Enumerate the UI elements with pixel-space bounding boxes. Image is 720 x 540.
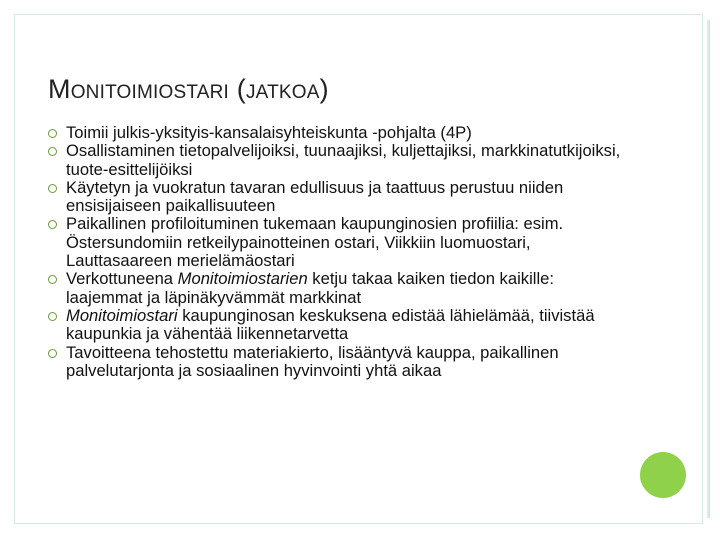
slide-frame-right-edge	[707, 20, 710, 518]
list-item-text-before: Verkottuneena	[66, 269, 178, 289]
list-item	[46, 124, 631, 142]
circle-bullet-icon	[48, 129, 57, 138]
title-subtitle: JATKOA	[245, 82, 320, 103]
list-item-text: Toimii julkis-yksityis-kansalaisyhteiskunta -pohjalta (4P)	[66, 123, 472, 142]
bullet-list	[46, 124, 631, 380]
list-item-text-italic: Monitoimiostari	[66, 305, 178, 325]
list-item-text: Osallistaminen tietopalvelijoiksi, tuunaajiksi, kuljettajiksi, markkinatutkijoiksi, tuote-esittelijöiksi	[66, 141, 621, 179]
slide-title	[48, 74, 329, 105]
circle-bullet-icon	[48, 312, 57, 321]
list-item-text-after: kaupunginosan keskuksena edistää lähielämää, tiivistää kaupunkia ja vähentää liikennetarvetta	[66, 305, 595, 344]
circle-bullet-icon	[48, 220, 57, 229]
circle-bullet-icon	[48, 147, 57, 156]
title-paren-open: (	[229, 74, 246, 104]
list-item	[46, 344, 631, 381]
list-item	[46, 307, 631, 344]
list-item	[46, 142, 631, 179]
title-initial: M	[48, 74, 71, 104]
decorative-green-circle-icon	[640, 452, 686, 498]
list-item-text: Paikallinen profiloituminen tukemaan kaupunginosien profiilia: esim. Östersundomiin retkeilypainotteinen ostari, Viikkiin luomuostari, Lauttasaareen merielämäostari	[66, 214, 564, 271]
title-rest: ONITOIMIOSTARI	[70, 82, 230, 103]
title-paren-close: )	[319, 74, 329, 104]
list-item	[46, 215, 631, 270]
list-item-text-after: ketju takaa kaiken tiedon kaikille: laajemmat ja läpinäkyvämmät markkinat	[66, 269, 554, 307]
list-item	[46, 270, 631, 307]
circle-bullet-icon	[48, 275, 57, 284]
list-item-text-italic: Monitoimiostarien	[177, 269, 308, 289]
circle-bullet-icon	[48, 349, 57, 358]
list-item	[46, 179, 631, 216]
list-item-text: Tavoitteena tehostettu materiakierto, lisääntyvä kauppa, paikallinen palvelutarjonta ja sosiaalinen hyvinvointi yhtä aikaa	[66, 342, 559, 380]
circle-bullet-icon	[48, 184, 57, 193]
list-item-text: Käytetyn ja vuokratun tavaran edullisuus ja taattuus perustuu niiden ensisijaiseen paikallisuuteen	[66, 177, 564, 216]
